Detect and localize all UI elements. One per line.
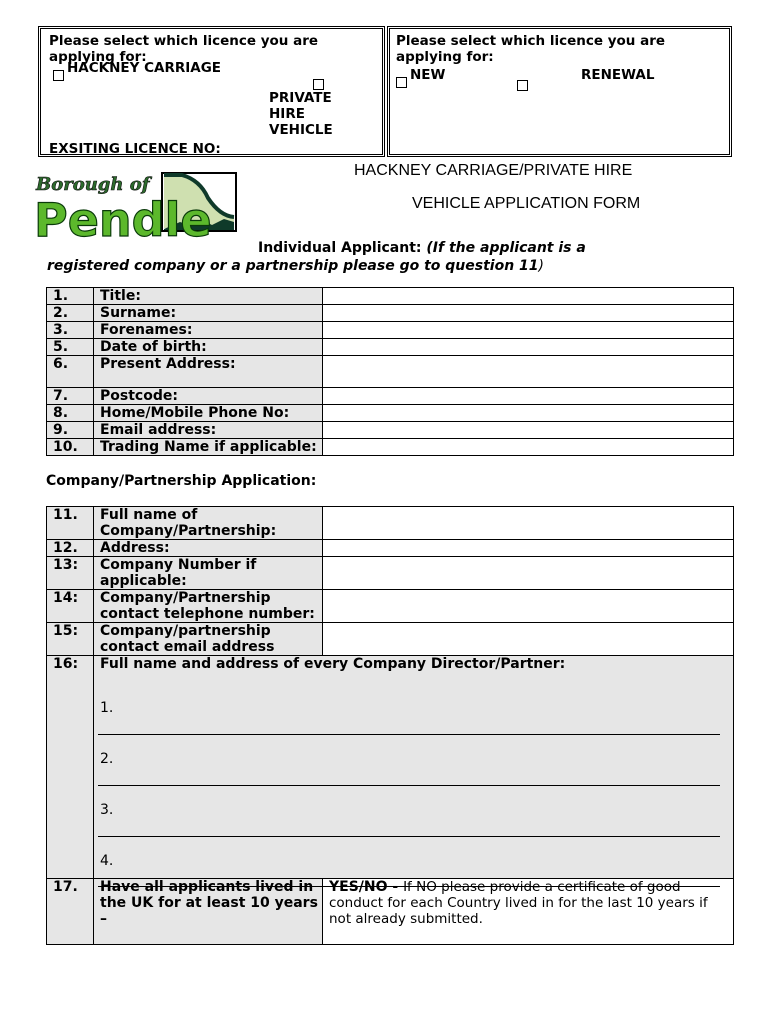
- logo-line2: Pendle: [34, 193, 212, 246]
- company-phone-field[interactable]: [323, 590, 734, 623]
- licence-type-box: [38, 26, 385, 157]
- private-hire-label-3: VEHICLE: [269, 122, 333, 138]
- existing-licence-row: [49, 141, 331, 157]
- row-label: Full name of Company/Partnership:: [94, 507, 323, 540]
- application-type-box: [387, 26, 732, 157]
- row-number: 5.: [47, 339, 94, 356]
- director-line-2[interactable]: [98, 785, 720, 786]
- directors-cell[interactable]: [94, 656, 734, 879]
- row-label: Present Address:: [94, 356, 323, 388]
- table-row: [47, 557, 734, 590]
- row-label: Surname:: [94, 305, 323, 322]
- table-row: [47, 339, 734, 356]
- form-title-line1: HACKNEY CARRIAGE/PRIVATE HIRE: [354, 162, 633, 179]
- table-row: [47, 540, 734, 557]
- logo-line1: Borough of: [36, 174, 150, 195]
- postcode-field[interactable]: [323, 388, 734, 405]
- title-field[interactable]: [323, 288, 734, 305]
- director-line-1[interactable]: [98, 734, 720, 735]
- application-prompt: Please select which licence you are applying for:: [396, 33, 666, 65]
- new-label: NEW: [410, 67, 446, 83]
- table-row: [47, 623, 734, 656]
- row-number: 14:: [47, 590, 94, 623]
- row-number: 15:: [47, 623, 94, 656]
- row-number: 16:: [47, 656, 94, 879]
- residency-note: If NO please provide a certificate of good conduct for each Country lived in for the last 10 years if not already submitted.: [329, 879, 708, 927]
- intro-line1: [258, 240, 586, 256]
- forenames-field[interactable]: [323, 322, 734, 339]
- new-option[interactable]: [396, 67, 445, 83]
- address-field[interactable]: [323, 356, 734, 388]
- row-label: Address:: [94, 540, 323, 557]
- row-number: 1.: [47, 288, 94, 305]
- table-row: [47, 288, 734, 305]
- row-label: Have all applicants lived in the UK for at least 10 years –: [94, 879, 323, 945]
- row-label: Email address:: [94, 422, 323, 439]
- hackney-checkbox[interactable]: [53, 70, 64, 81]
- private-hire-label-1: PRIVATE: [269, 90, 332, 106]
- table-row: [47, 405, 734, 422]
- phone-field[interactable]: [323, 405, 734, 422]
- company-address-field[interactable]: [323, 540, 734, 557]
- surname-field[interactable]: [323, 305, 734, 322]
- borough-logo: [32, 170, 242, 246]
- private-hire-label: [269, 90, 333, 138]
- table-row: [47, 507, 734, 540]
- row-number: 10.: [47, 439, 94, 456]
- hackney-option[interactable]: [53, 60, 222, 83]
- row-number: 8.: [47, 405, 94, 422]
- table-row: [47, 656, 734, 879]
- company-number-field[interactable]: [323, 557, 734, 590]
- table-row: [47, 305, 734, 322]
- row-label: Postcode:: [94, 388, 323, 405]
- logo-graphic: [32, 170, 242, 246]
- table-row: [47, 356, 734, 388]
- row-number: 2.: [47, 305, 94, 322]
- renewal-checkbox[interactable]: [517, 80, 528, 91]
- company-table: [46, 506, 734, 945]
- licence-prompt: Please select which licence you are applying for:: [49, 33, 319, 65]
- director-item-4: 4.: [100, 853, 114, 869]
- company-name-field[interactable]: [323, 507, 734, 540]
- row-number: 13:: [47, 557, 94, 590]
- residency-yes-no: YES/NO -: [329, 879, 404, 895]
- director-line-4[interactable]: [98, 886, 720, 887]
- row-label: Company/Partnership contact telephone number:: [94, 590, 323, 623]
- email-field[interactable]: [323, 422, 734, 439]
- table-row: [47, 322, 734, 339]
- row-number: 3.: [47, 322, 94, 339]
- intro-label: Individual Applicant:: [258, 240, 427, 256]
- row-label: Company Number if applicable:: [94, 557, 323, 590]
- trading-name-field[interactable]: [323, 439, 734, 456]
- table-row: [47, 879, 734, 945]
- director-item-1: 1.: [100, 700, 114, 716]
- form-title-line2: VEHICLE APPLICATION FORM: [412, 195, 641, 212]
- table-row: [47, 439, 734, 456]
- intro-note: (If the applicant is a: [426, 240, 586, 256]
- row-label: Title:: [94, 288, 323, 305]
- director-item-2: 2.: [100, 751, 114, 767]
- row-number: 11.: [47, 507, 94, 540]
- row-number: 7.: [47, 388, 94, 405]
- table-row: [47, 590, 734, 623]
- table-row: [47, 388, 734, 405]
- existing-licence-label: EXSITING LICENCE NO:: [49, 141, 221, 157]
- row-number: 12.: [47, 540, 94, 557]
- row-number: 9.: [47, 422, 94, 439]
- dob-field[interactable]: [323, 339, 734, 356]
- director-item-3: 3.: [100, 802, 114, 818]
- intro-close: ): [538, 258, 544, 274]
- row-label: Company/partnership contact email address: [94, 623, 323, 656]
- company-section-heading: Company/Partnership Application:: [46, 473, 317, 489]
- table-row: [47, 422, 734, 439]
- company-email-field[interactable]: [323, 623, 734, 656]
- row-label: Forenames:: [94, 322, 323, 339]
- intro-note-cont: registered company or a partnership please go to question 11: [47, 258, 539, 274]
- hackney-label: HACKNEY CARRIAGE: [67, 60, 222, 76]
- row-label: Home/Mobile Phone No:: [94, 405, 323, 422]
- director-line-3[interactable]: [98, 836, 720, 837]
- residency-answer[interactable]: [323, 879, 734, 945]
- row-number: 6.: [47, 356, 94, 388]
- renewal-label: RENEWAL: [581, 67, 655, 83]
- new-checkbox[interactable]: [396, 77, 407, 88]
- row-label: Date of birth:: [94, 339, 323, 356]
- private-hire-checkbox[interactable]: [313, 79, 324, 90]
- intro-line2: [47, 258, 544, 274]
- private-hire-label-2: HIRE: [269, 106, 305, 122]
- individual-table: [46, 287, 734, 456]
- row-label: Trading Name if applicable:: [94, 439, 323, 456]
- existing-licence-field[interactable]: [225, 142, 331, 157]
- row-number: 17.: [47, 879, 94, 945]
- directors-label: Full name and address of every Company Director/Partner:: [100, 656, 566, 672]
